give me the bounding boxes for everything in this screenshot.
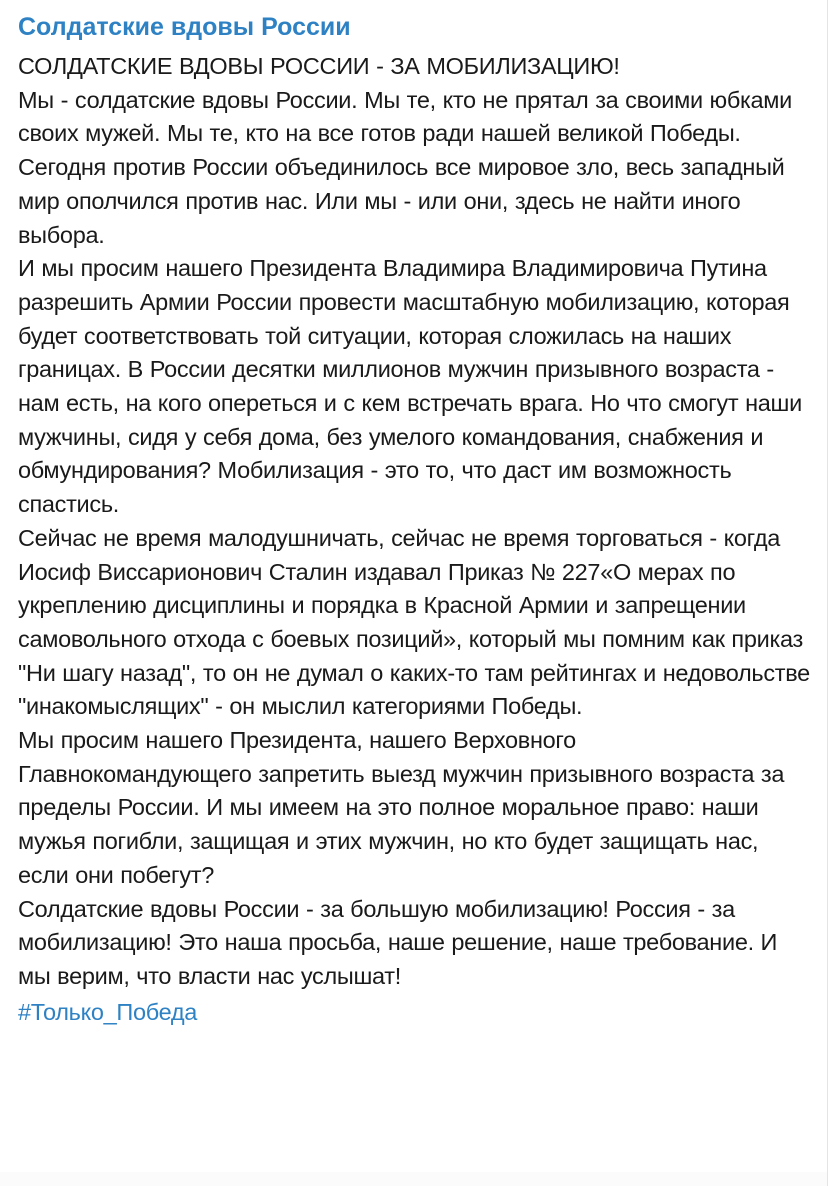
post-bottom-edge xyxy=(0,1172,827,1186)
post-headline: СОЛДАТСКИЕ ВДОВЫ РОССИИ - ЗА МОБИЛИЗАЦИЮ! xyxy=(18,53,620,79)
post-paragraph-3: И мы просим нашего Президента Владимира Владимировича Путина разрешить Армии России провести масштабную мобилизацию, которая будет соответствовать той ситуации, которая сложилась на наших границах. В России десятки миллионов мужчин призывного возраста - нам есть, на кого опереться и с кем встречать врага. Но что смогут наши мужчины, сидя у себя дома, без умелого командования, снабжения и обмундирования? Мобилизация - это то, что даст им возможность спастись. xyxy=(18,255,802,518)
post-paragraph-5: Мы просим нашего Президента, нашего Верховного Главнокомандующего запретить выезд мужчин призывного возраста за пределы России. И мы имеем на это полное моральное право: наши мужья погибли, защищая и этих мужчин, но кто будет защищать нас, если они побегут? xyxy=(18,727,785,888)
post-paragraph-4: Сейчас не время малодушничать, сейчас не время торговаться - когда Иосиф Виссарионович Сталин издавал Приказ № 227«О мерах по укреплению дисциплины и порядка в Красной Армии и запрещении самовольного отхода с боевых позиций», который мы помним как приказ "Ни шагу назад", то он не думал о каких-то там рейтингах и недовольстве "инакомыслящих" - он мыслил категориями Победы. xyxy=(18,524,810,720)
post-paragraph-6: Солдатские вдовы России - за большую мобилизацию! Россия - за мобилизацию! Это наша просьба, наше решение, наше требование. И мы верим, что власти нас услышат! xyxy=(18,895,778,989)
post-paragraph-1: Мы - солдатские вдовы России. Мы те, кто не прятал за своими юбками своих мужей. Мы те, кто на все готов ради нашей великой Победы. xyxy=(18,86,792,147)
hashtag-link[interactable]: #Только_Победа xyxy=(18,998,198,1025)
channel-name-link[interactable]: Солдатские вдовы России xyxy=(18,13,351,41)
post-paragraph-2: Сегодня против России объединилось все мировое зло, весь западный мир ополчился против нас. Или мы - или они, здесь не найти иного выбора. xyxy=(18,154,785,248)
